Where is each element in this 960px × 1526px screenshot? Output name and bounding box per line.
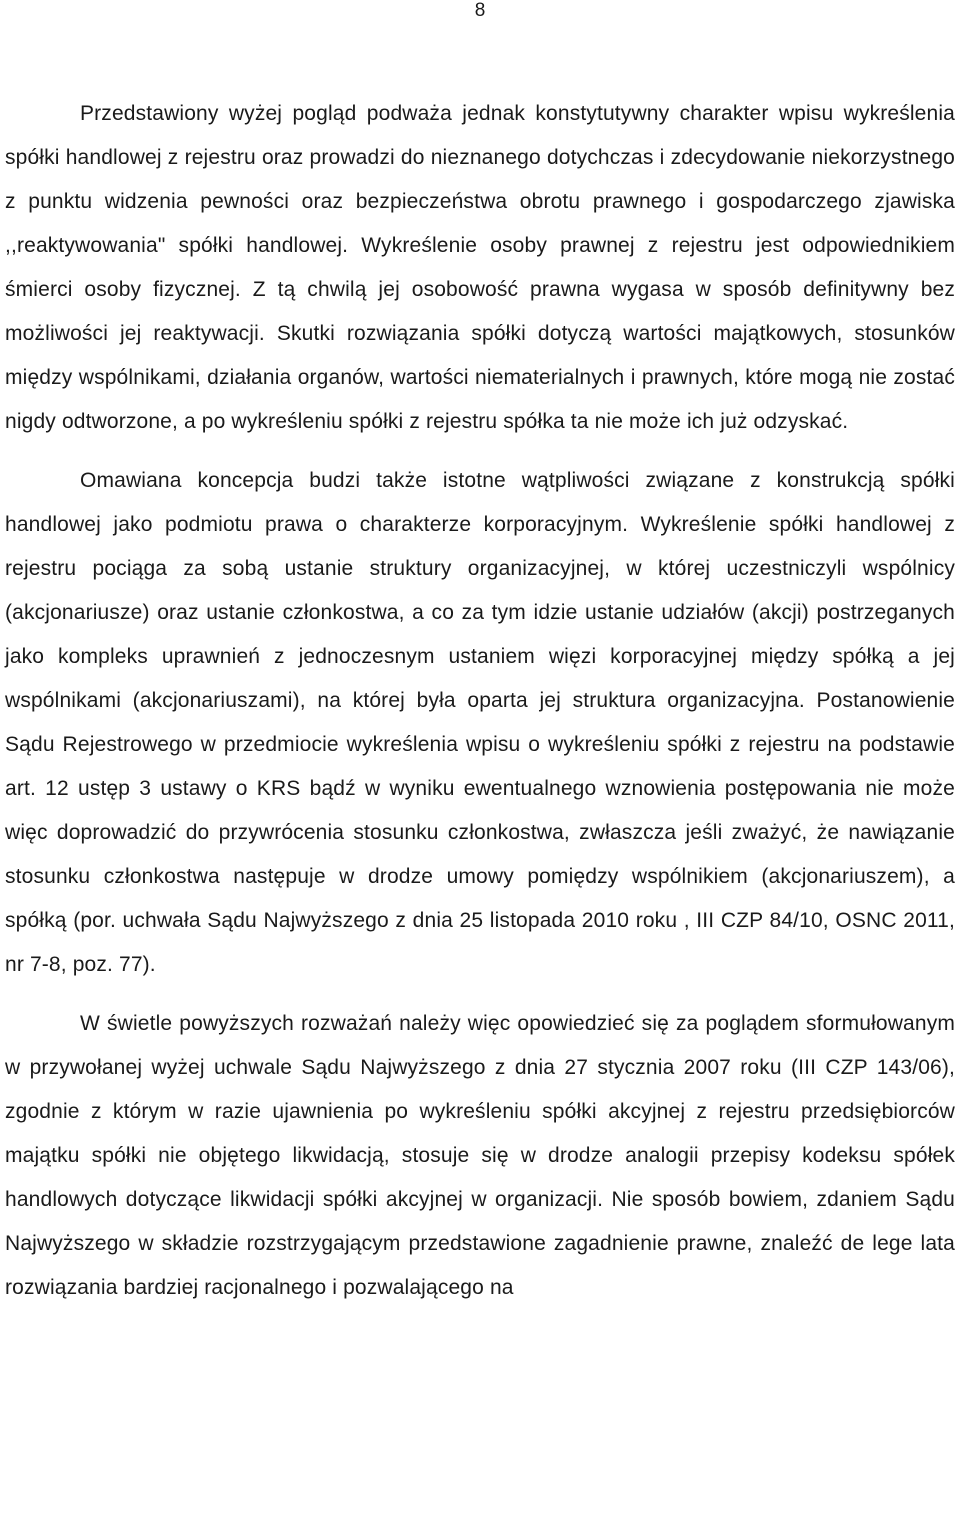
document-body <box>5 92 955 1310</box>
paragraph-1: Przedstawiony wyżej pogląd podważa jednak konstytutywny charakter wpisu wykreślenia spółki handlowej z rejestru oraz prowadzi do nieznanego dotychczas i zdecydowanie niekorzystnego z punktu widzenia pewności oraz bezpieczeństwa obrotu prawnego i gospodarczego zjawiska ,,reaktywowania" spółki handlowej. Wykreślenie osoby prawnej z rejestru jest odpowiednikiem śmierci osoby fizycznej. Z tą chwilą jej osobowość prawna wygasa w sposób definitywny bez możliwości jej reaktywacji. Skutki rozwiązania spółki dotyczą wartości majątkowych, stosunków między wspólnikami, działania organów, wartości niematerialnych i prawnych, które mogą nie zostać nigdy odtworzone, a po wykreśleniu spółki z rejestru spółka ta nie może ich już odzyskać. <box>5 102 955 433</box>
page-number: 8 <box>474 0 486 21</box>
paragraph-2: Omawiana koncepcja budzi także istotne wątpliwości związane z konstrukcją spółki handlowej jako podmiotu prawa o charakterze korporacyjnym. Wykreślenie spółki handlowej z rejestru pociąga za sobą ustanie struktury organizacyjnej, w której uczestniczyli wspólnicy (akcjonariusze) oraz ustanie członkostwa, a co za tym idzie ustanie udziałów (akcji) postrzeganych jako kompleks uprawnień z jednoczesnym ustaniem więzi korporacyjnej między spółką a jej wspólnikami (akcjonariuszami), na której była oparta jej struktura organizacyjna. Postanowienie Sądu Rejestrowego w przedmiocie wykreślenia wpisu o wykreśleniu spółki z rejestru na podstawie art. 12 ustęp 3 ustawy o KRS bądź w wyniku ewentualnego wznowienia postępowania nie może więc doprowadzić do przywrócenia stosunku członkostwa, zwłaszcza jeśli zważyć, że nawiązanie stosunku członkostwa następuje w drodze umowy pomiędzy wspólnikiem (akcjonariuszem), a spółką (por. uchwała Sądu Najwyższego z dnia 25 listopada 2010 roku , III CZP 84/10, OSNC 2011, nr 7-8, poz. 77). <box>5 469 955 976</box>
paragraph-3: W świetle powyższych rozważań należy więc opowiedzieć się za poglądem sformułowanym w przywołanej wyżej uchwale Sądu Najwyższego z dnia 27 stycznia 2007 roku (III CZP 143/06), zgodnie z którym w razie ujawnienia po wykreśleniu spółki akcyjnej z rejestru przedsiębiorców majątku spółki nie objętego likwidacją, stosuje się w drodze analogii przepisy kodeksu spółek handlowych dotyczące likwidacji spółki akcyjnej w organizacji. Nie sposób bowiem, zdaniem Sądu Najwyższego w składzie rozstrzygającym przedstawione zagadnienie prawne, znaleźć de lege lata rozwiązania bardziej racjonalnego i pozwalającego na <box>5 1012 955 1299</box>
